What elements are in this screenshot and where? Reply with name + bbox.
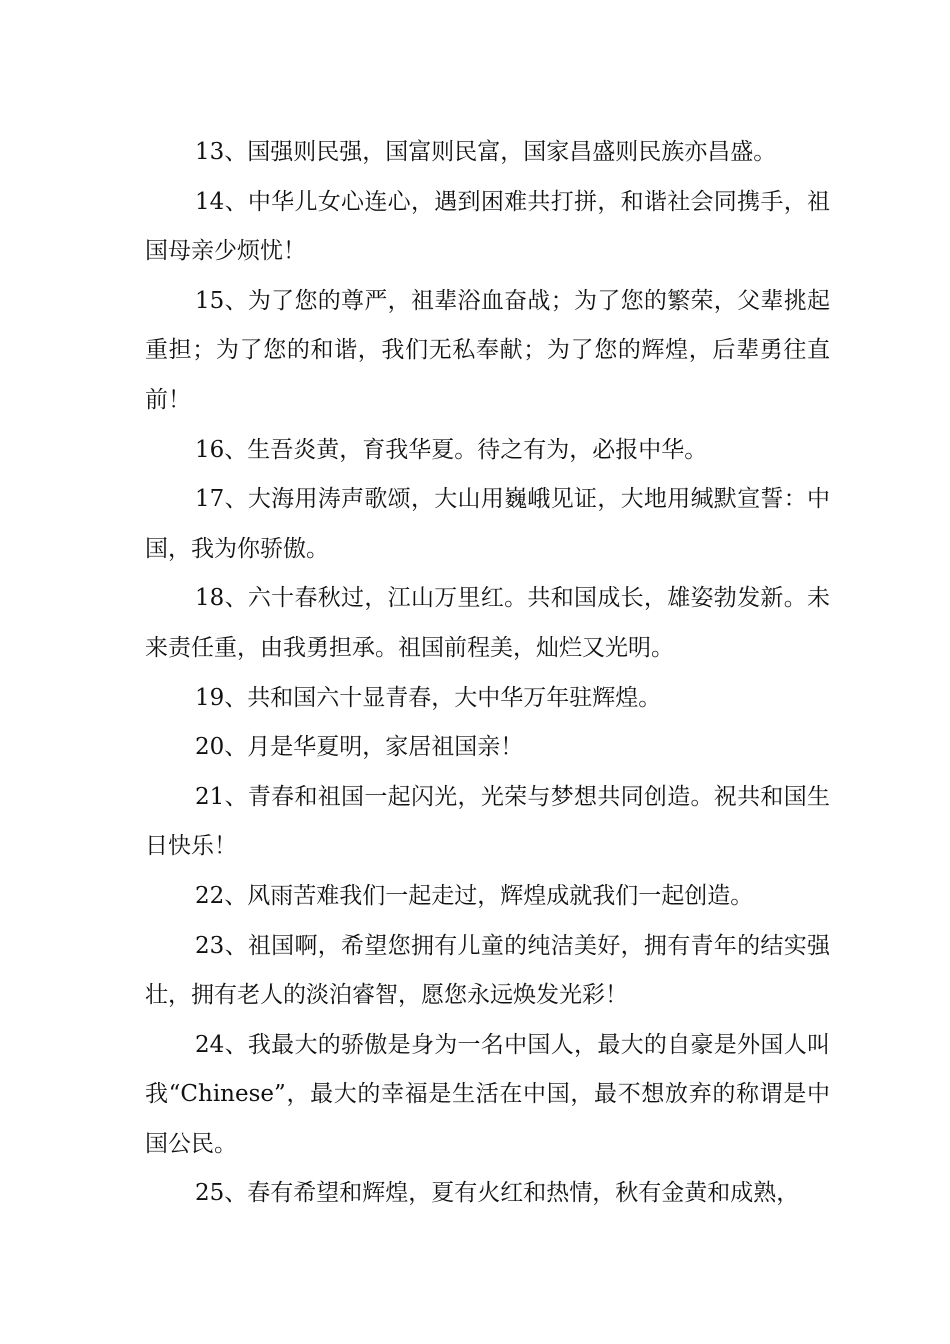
paragraph-15: 15、为了您的尊严，祖辈浴血奋战；为了您的繁荣，父辈挑起重担；为了您的和谐，我们无私奉献；为了您的辉煌，后辈勇往直前！: [145, 287, 830, 413]
paragraph-19: 19、共和国六十显青春，大中华万年驻辉煌。: [195, 684, 662, 711]
paragraph-25: 25、春有希望和辉煌，夏有火红和热情，秋有金黄和成熟，: [195, 1180, 800, 1207]
paragraph-22: 22、风雨苦难我们一起走过，辉煌成就我们一起创造。: [195, 882, 754, 909]
paragraph-16: 16、生吾炎黄，育我华夏。待之有为，必报中华。: [195, 436, 708, 463]
paragraph-13: 13、国强则民强，国富则民富，国家昌盛则民族亦昌盛。: [195, 139, 777, 165]
document-body: [145, 128, 830, 1219]
paragraph-24: 24、我最大的骄傲是身为一名中国人，最大的自豪是外国人叫我“Chinese”，最大的幸福是生活在中国，最不想放弃的称谓是中国公民。: [145, 1031, 830, 1157]
paragraph-23: 23、祖国啊，希望您拥有儿童的纯洁美好，拥有青年的结实强壮，拥有老人的淡泊睿智，愿您永远焕发光彩！: [145, 932, 830, 1009]
paragraph-18: 18、六十春秋过，江山万里红。共和国成长，雄姿勃发新。未来责任重，由我勇担承。祖国前程美，灿烂又光明。: [145, 585, 830, 661]
paragraph-17: 17、大海用涛声歌颂，大山用巍峨见证，大地用缄默宣誓：中国，我为你骄傲。: [145, 486, 830, 562]
paragraph-14: 14、中华儿女心连心，遇到困难共打拼，和谐社会同携手，祖国母亲少烦忧！: [145, 188, 830, 265]
paragraph-20: 20、月是华夏明，家居祖国亲！: [195, 734, 524, 761]
paragraph-21: 21、青春和祖国一起闪光，光荣与梦想共同创造。祝共和国生日快乐！: [145, 783, 830, 860]
